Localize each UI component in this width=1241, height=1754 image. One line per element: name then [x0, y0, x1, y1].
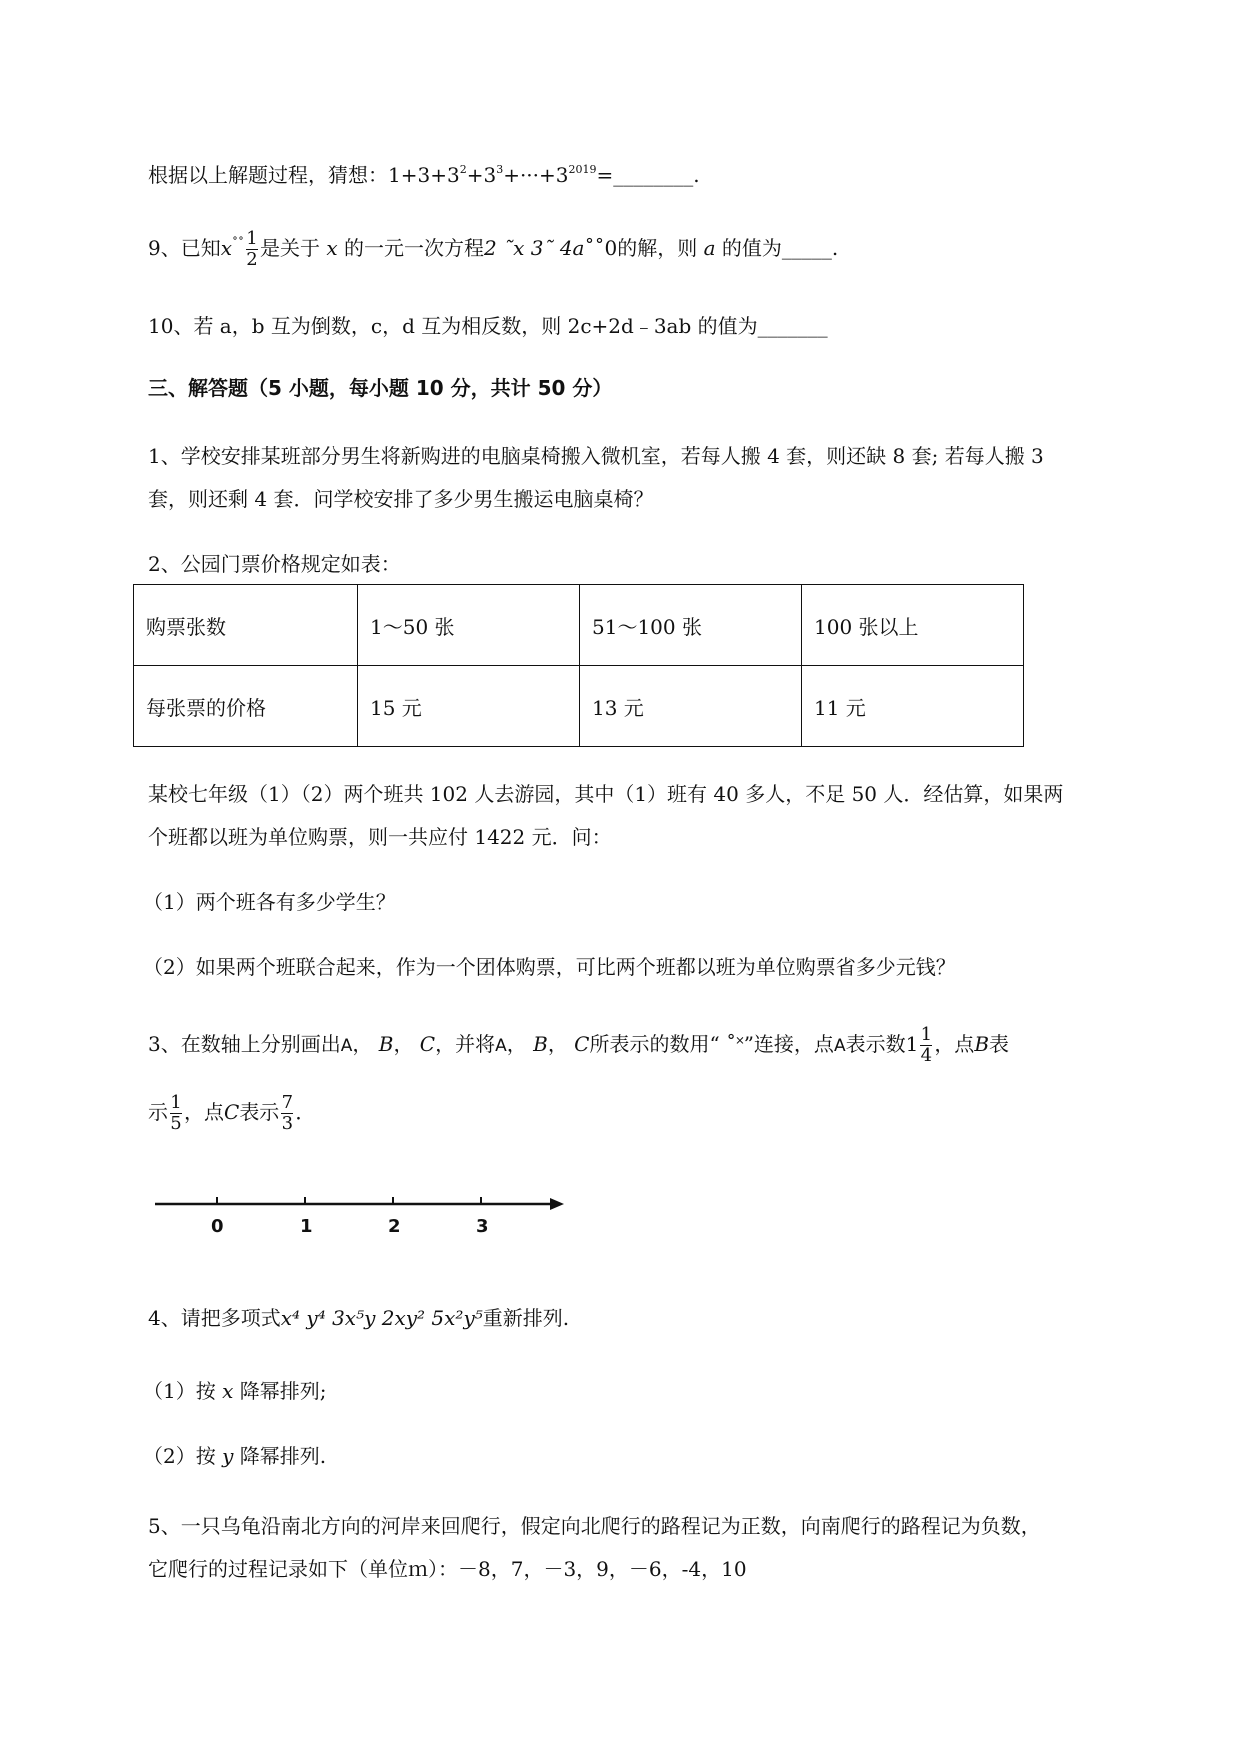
axis-tick-label: 1	[300, 1216, 313, 1237]
problem-5-line-2: 它爬行的过程记录如下（单位ｍ）：－8，7，－3，9，－6，-4，10	[148, 1557, 747, 1581]
q8-guess-line: 根据以上解题过程，猜想：$1+3+3^2+3^3+\cdot\cdot\cdot+3^{2019}=\_\_\_\_\_\_\_\_$.	[148, 163, 700, 187]
problem-3-line-1: 3、在数轴上分别画出A， B， C，并将A， B， C所表示的数用“ ˚˟”连接，点A表示数1 $\frac{1}{4}$ ，点B表	[148, 1024, 1010, 1066]
table-cell: 51～100 张	[580, 585, 802, 666]
problem-4-sub-2: （2）按 y 降幂排列.	[143, 1444, 327, 1468]
problem-5-line-1: 5、一只乌龟沿南北方向的河岸来回爬行，假定向北爬行的路程记为正数，向南爬行的路程记为负数，	[148, 1514, 1041, 1538]
axis-tick-label: 0	[211, 1216, 224, 1237]
fraction-one-half: $\frac{1}{2}$	[246, 228, 258, 270]
problem-1-line-1: 1、学校安排某班部分男生将新购进的电脑桌椅搬入微机室，若每人搬 4 套，则还缺 8 套; 若每人搬 3	[148, 444, 1044, 468]
table-row	[134, 666, 1024, 747]
table-cell: 15 元	[358, 666, 580, 747]
table-cell: 1～50 张	[358, 585, 580, 666]
table-cell: 购票张数	[134, 585, 358, 666]
table-row	[134, 585, 1024, 666]
problem-4: 4、请把多项式x⁴ y⁴ 3x⁵y 2xy² 5x²y⁵重新排列.	[148, 1306, 570, 1330]
axis-tick-label: 2	[388, 1216, 401, 1237]
table-cell: 11 元	[802, 666, 1024, 747]
axis-arrow-icon	[550, 1198, 564, 1210]
axis-tick-label: 3	[476, 1216, 489, 1237]
problem-3-line-2: 示 $\frac{1}{5}$ ，点C表示 $\frac{7}{3}$ ．	[148, 1092, 316, 1134]
ticket-price-table	[133, 584, 1024, 747]
problem-2-sub-1: （1）两个班各有多少学生？	[143, 890, 396, 914]
question-10: 10、若 a，b 互为倒数，c，d 互为相反数，则 2c+2d﹣3ab 的值为_______	[148, 314, 828, 338]
number-line	[150, 1180, 570, 1240]
problem-4-sub-1: （1）按 x 降幂排列;	[143, 1379, 327, 1403]
fraction-one-quarter: $\frac{1}{4}$	[920, 1024, 933, 1066]
fraction-seven-thirds: $\frac{7}{3}$	[281, 1092, 294, 1134]
table-cell: 100 张以上	[802, 585, 1024, 666]
table-cell: 13 元	[580, 666, 802, 747]
problem-2-sub-2: （2）如果两个班联合起来，作为一个团体购票，可比两个班都以班为单位购票省多少元钱？	[143, 955, 956, 979]
problem-2-body-2: 个班都以班为单位购票，则一共应付 1422 元．问：	[148, 825, 612, 849]
problem-2-body-1: 某校七年级（1）（2）两个班共 102 人去游园，其中（1）班有 40 多人，不足 50 人．经估算，如果两	[148, 782, 1064, 806]
section-heading: 三、解答题（5 小题，每小题 10 分，共计 50 分）	[148, 376, 613, 400]
table-cell: 每张票的价格	[134, 666, 358, 747]
question-9: 9、已知x˚˚ $\frac{1}{2}$ 是关于 x 的一元一次方程2 ˜x 3˜ 4a˚˚0的解，则 a 的值为_____.	[148, 228, 839, 270]
problem-2-intro: 2、公园门票价格规定如表：	[148, 552, 401, 576]
problem-1-line-2: 套，则还剩 4 套．问学校安排了多少男生搬运电脑桌椅？	[148, 487, 654, 511]
fraction-one-fifth: $\frac{1}{5}$	[170, 1092, 182, 1134]
